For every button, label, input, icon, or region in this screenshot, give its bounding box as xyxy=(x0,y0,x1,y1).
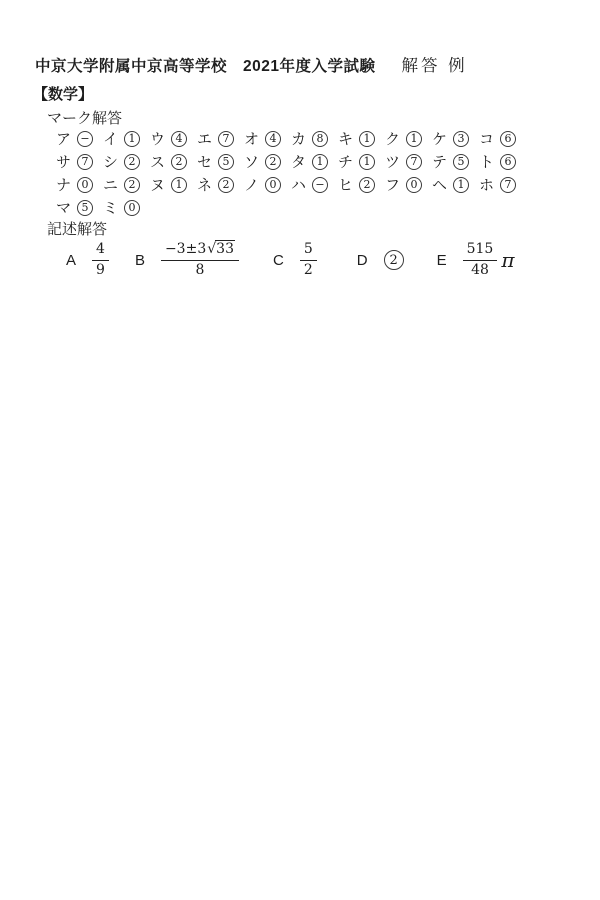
circled-answer: 7 xyxy=(500,177,516,193)
mark-answer-pair xyxy=(56,174,103,195)
question-letter: ツ xyxy=(385,155,401,171)
question-letter: ノ xyxy=(244,178,260,194)
question-letter: ヒ xyxy=(338,178,354,194)
mark-answer-pair xyxy=(385,174,432,195)
question-letter: ハ xyxy=(291,178,307,194)
question-letter: フ xyxy=(385,178,401,194)
written-answer-a xyxy=(66,241,109,280)
mark-answer-pair xyxy=(479,174,526,195)
question-letter: ソ xyxy=(244,155,260,171)
question-letter: ミ xyxy=(103,201,119,217)
circled-answer: 2 xyxy=(218,177,234,193)
question-letter: テ xyxy=(432,155,448,171)
mark-answer-pair xyxy=(244,174,291,195)
mark-answer-pair xyxy=(244,151,291,172)
fraction-e-numerator: 515 xyxy=(463,241,498,262)
circled-answer: 0 xyxy=(77,177,93,193)
mark-answer-pair xyxy=(103,128,150,149)
question-letter: シ xyxy=(103,155,119,171)
circled-answer: 6 xyxy=(500,131,516,147)
question-letter: ホ xyxy=(479,178,495,194)
circled-answer: 2 xyxy=(124,154,140,170)
fraction-b-prefix: −3±3 xyxy=(164,240,207,257)
mark-answer-pair xyxy=(291,174,338,195)
circled-answer: 1 xyxy=(359,154,375,170)
question-letter: タ xyxy=(291,155,307,171)
answer-label-e: E xyxy=(436,251,447,269)
mark-answer-pair xyxy=(385,151,432,172)
subject-heading: 【数学】 xyxy=(33,86,94,103)
mark-answer-pair xyxy=(338,151,385,172)
circled-answer: 7 xyxy=(218,131,234,147)
mark-answer-rows xyxy=(56,127,526,219)
answer-label-a: A xyxy=(66,251,77,269)
fraction-c-numerator: 5 xyxy=(300,241,317,262)
circled-answer: 5 xyxy=(453,154,469,170)
circled-answer: 2 xyxy=(359,177,375,193)
answer-example-label: 解答 例 xyxy=(401,57,468,75)
fraction-a-numerator: 4 xyxy=(92,241,109,262)
written-answers-row xyxy=(66,236,515,284)
question-letter: ス xyxy=(150,155,166,171)
circled-answer: 1 xyxy=(359,131,375,147)
circled-answer: − xyxy=(77,131,93,147)
mark-answer-pair xyxy=(338,128,385,149)
question-letter: マ xyxy=(56,201,72,217)
mark-answer-pair xyxy=(56,197,103,218)
fraction-b xyxy=(161,241,239,280)
circled-answer: 0 xyxy=(406,177,422,193)
circled-answer: 2 xyxy=(124,177,140,193)
question-letter: ネ xyxy=(197,178,213,194)
circled-answer: 1 xyxy=(406,131,422,147)
mark-answer-pair xyxy=(103,174,150,195)
mark-answer-pair xyxy=(197,128,244,149)
question-letter: ヘ xyxy=(432,178,448,194)
mark-answer-pair xyxy=(385,128,432,149)
mark-answer-pair xyxy=(291,128,338,149)
circled-answer: 1 xyxy=(453,177,469,193)
circled-answer-d: 2 xyxy=(384,250,404,270)
circled-answer: 4 xyxy=(171,131,187,147)
written-answer-b xyxy=(135,241,239,280)
question-letter: ク xyxy=(385,132,401,148)
mark-answer-row xyxy=(56,196,526,219)
circled-answer: 5 xyxy=(77,200,93,216)
question-letter: オ xyxy=(244,132,260,148)
question-letter: セ xyxy=(197,155,213,171)
answer-label-b: B xyxy=(134,251,145,269)
circled-answer: 8 xyxy=(312,131,328,147)
mark-answer-row xyxy=(56,127,526,150)
question-letter: イ xyxy=(103,132,119,148)
sqrt-radical-icon: √ xyxy=(207,240,217,257)
circled-answer: 1 xyxy=(312,154,328,170)
answer-label-d: D xyxy=(356,251,368,269)
circled-answer: 2 xyxy=(265,154,281,170)
mark-answer-pair xyxy=(150,151,197,172)
written-answer-c xyxy=(273,241,317,280)
written-answer-e xyxy=(437,241,515,280)
question-letter: ニ xyxy=(103,178,119,194)
mark-answer-pair xyxy=(103,151,150,172)
question-letter: ウ xyxy=(150,132,166,148)
question-letter: ア xyxy=(56,132,72,148)
question-letter: ケ xyxy=(432,132,448,148)
question-letter: ト xyxy=(479,155,495,171)
mark-answer-pair xyxy=(103,197,150,218)
mark-answer-pair xyxy=(338,174,385,195)
question-letter: カ xyxy=(291,132,307,148)
answer-label-c: C xyxy=(272,251,284,269)
question-letter: キ xyxy=(338,132,354,148)
mark-answer-pair xyxy=(432,151,479,172)
mark-answer-row xyxy=(56,150,526,173)
mark-answer-pair xyxy=(56,128,103,149)
circled-answer: 7 xyxy=(77,154,93,170)
question-letter: サ xyxy=(56,155,72,171)
mark-answer-row xyxy=(56,173,526,196)
mark-answer-pair xyxy=(479,128,526,149)
fraction-c-denominator: 2 xyxy=(303,262,313,278)
circled-answer: 0 xyxy=(265,177,281,193)
fraction-e xyxy=(463,241,498,280)
question-letter: ナ xyxy=(56,178,72,194)
written-section-label: 記述解答 xyxy=(47,222,108,238)
mark-answer-pair xyxy=(479,151,526,172)
school-exam-title: 中京大学附属中京高等学校 2021年度入学試験 xyxy=(35,58,376,75)
fraction-b-numerator xyxy=(161,241,239,262)
mark-section-label: マーク解答 xyxy=(47,111,123,127)
mark-answer-pair xyxy=(197,151,244,172)
question-letter: ヌ xyxy=(150,178,166,194)
circled-answer: 4 xyxy=(265,131,281,147)
circled-answer: 1 xyxy=(124,131,140,147)
document-title-line xyxy=(35,52,468,76)
mark-answer-pair xyxy=(432,174,479,195)
mark-answer-pair xyxy=(150,174,197,195)
mark-answer-pair xyxy=(197,174,244,195)
question-letter: チ xyxy=(338,155,354,171)
written-answer-d xyxy=(357,250,404,270)
mark-answer-pair xyxy=(150,128,197,149)
fraction-e-denominator: 48 xyxy=(471,262,489,278)
circled-answer: 6 xyxy=(500,154,516,170)
mark-answer-pair xyxy=(291,151,338,172)
sqrt-radicand: 33 xyxy=(216,240,234,257)
mark-answer-pair xyxy=(432,128,479,149)
fraction-a xyxy=(92,241,109,280)
circled-answer: 5 xyxy=(218,154,234,170)
circled-answer: 7 xyxy=(406,154,422,170)
fraction-b-denominator: 8 xyxy=(195,262,205,278)
circled-answer: 3 xyxy=(453,131,469,147)
question-letter: コ xyxy=(479,132,495,148)
circled-answer: 1 xyxy=(171,177,187,193)
circled-answer: 2 xyxy=(171,154,187,170)
fraction-a-denominator: 9 xyxy=(96,262,105,278)
mark-answer-pair xyxy=(244,128,291,149)
circled-answer: 0 xyxy=(124,200,140,216)
question-letter: エ xyxy=(197,132,213,148)
mark-answer-pair xyxy=(56,151,103,172)
fraction-c xyxy=(300,241,317,280)
pi-symbol: π xyxy=(501,248,515,272)
circled-answer: − xyxy=(312,177,328,193)
